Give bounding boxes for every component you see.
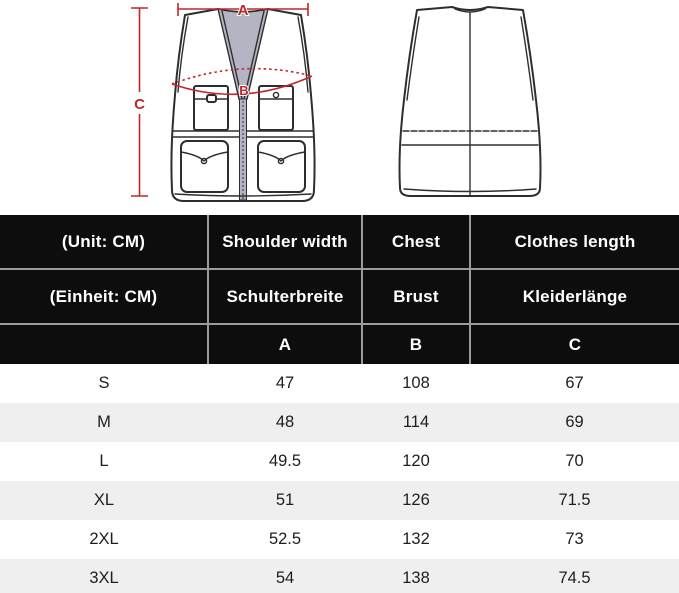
vest-cargo-pocket-right bbox=[258, 141, 305, 192]
vest-back-drawing bbox=[400, 7, 541, 196]
size-row-2xl bbox=[0, 520, 679, 559]
header-cell-key-b: B bbox=[362, 324, 470, 364]
vest-chest-pocket-right bbox=[259, 86, 293, 130]
size-label-cell: 2XL bbox=[89, 530, 119, 548]
length-value-cell: 69 bbox=[565, 413, 584, 431]
vest-cargo-pocket-left bbox=[181, 141, 228, 192]
shoulder-value-cell: 49.5 bbox=[268, 452, 302, 470]
shoulder-value-cell: 48 bbox=[275, 413, 295, 431]
length-value-cell: 71.5 bbox=[558, 491, 591, 509]
header-cell-shoulder-de: Schulterbreite bbox=[208, 269, 362, 324]
header-cell-shoulder-en: Shoulder width bbox=[208, 215, 362, 269]
vest-zipper bbox=[240, 99, 247, 200]
size-label-cell: XL bbox=[93, 491, 115, 509]
size-label-cell: L bbox=[99, 452, 109, 470]
chest-value-cell: 138 bbox=[402, 569, 430, 587]
header-cell-length-de: Kleiderlänge bbox=[470, 269, 679, 324]
size-row-l bbox=[0, 442, 679, 481]
size-row-3xl bbox=[0, 559, 679, 593]
shoulder-value-cell: 47 bbox=[275, 374, 295, 392]
shoulder-value-cell: 51 bbox=[275, 491, 295, 509]
chest-value-cell: 108 bbox=[402, 374, 430, 392]
header-cell-chest-de: Brust bbox=[362, 269, 470, 324]
length-value-cell: 67 bbox=[565, 374, 584, 392]
chest-value-cell: 126 bbox=[402, 491, 430, 509]
size-label-cell: 3XL bbox=[89, 569, 119, 587]
chest-value-cell: 132 bbox=[402, 530, 430, 548]
header-cell-blank bbox=[0, 324, 208, 364]
header-cell-unit-de: (Einheit: CM) bbox=[0, 269, 208, 324]
header-cell-key-a: A bbox=[208, 324, 362, 364]
dim-label-a: A bbox=[237, 2, 249, 19]
dim-label-b: B bbox=[239, 83, 249, 98]
shoulder-value-cell: 54 bbox=[275, 569, 295, 587]
header-row-english bbox=[0, 215, 679, 269]
size-label-cell: S bbox=[98, 374, 110, 392]
vest-measurement-diagram bbox=[0, 0, 679, 215]
size-chart-table bbox=[0, 215, 679, 593]
length-value-cell: 74.5 bbox=[558, 569, 591, 587]
header-cell-length-en: Clothes length bbox=[470, 215, 679, 269]
header-cell-key-c: C bbox=[470, 324, 679, 364]
vest-diagram-svg bbox=[0, 0, 679, 215]
header-row-keys bbox=[0, 324, 679, 364]
shoulder-value-cell: 52.5 bbox=[268, 530, 302, 548]
length-value-cell: 73 bbox=[565, 530, 584, 548]
header-cell-chest-en: Chest bbox=[362, 215, 470, 269]
size-row-s bbox=[0, 364, 679, 403]
length-value-cell: 70 bbox=[565, 452, 584, 470]
size-row-xl bbox=[0, 481, 679, 520]
header-row-german bbox=[0, 269, 679, 324]
size-row-m bbox=[0, 403, 679, 442]
chest-value-cell: 120 bbox=[402, 452, 430, 470]
size-label-cell: M bbox=[97, 413, 111, 431]
chest-value-cell: 114 bbox=[402, 413, 430, 431]
vest-front-drawing bbox=[171, 9, 314, 201]
header-cell-unit-en: (Unit: CM) bbox=[0, 215, 208, 269]
dim-label-c: C bbox=[134, 96, 145, 113]
